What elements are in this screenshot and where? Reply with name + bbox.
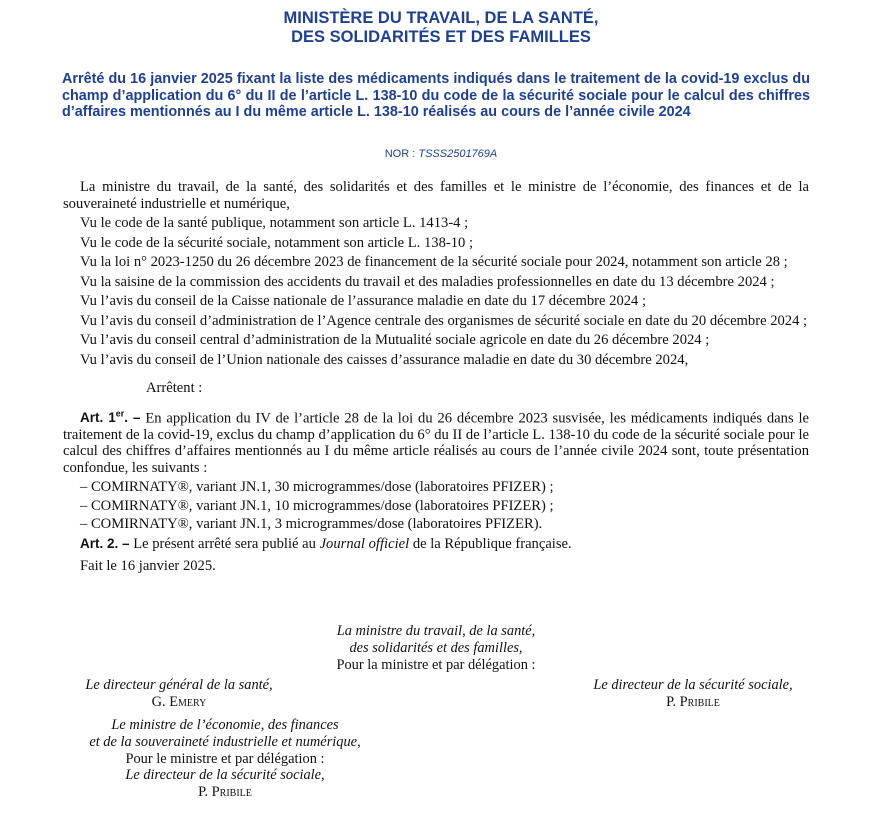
nor-code: TSSS2501769A bbox=[418, 148, 498, 160]
arretent-line: Arrêtent : bbox=[146, 380, 203, 396]
preamble-paragraph: Vu la loi n° 2023-1250 du 26 décembre 2023 de financement de la sécurité sociale pour 2024, notamment son article 28 ; bbox=[80, 254, 788, 270]
article-1-label: Art. 1er. – bbox=[80, 408, 141, 425]
article-2-label: Art. 2. – bbox=[80, 535, 130, 551]
list-item: – COMIRNATY®, variant JN.1, 3 microgrammes/dose (laboratoires PFIZER). bbox=[80, 516, 543, 532]
signatory-name: G. Emery bbox=[151, 693, 207, 710]
preamble-paragraph: Vu l’avis du conseil d’administration de l’Agence centrale des organismes de sécurité sociale en date du 20 décembre 2024 ; bbox=[80, 312, 808, 329]
signatory-name: P. Pribile bbox=[666, 693, 720, 710]
list-item: – COMIRNATY®, variant JN.1, 30 microgrammes/dose (laboratoires PFIZER) ; bbox=[80, 479, 554, 495]
arrete-title: Arrêté du 16 janvier 2025 fixant la liste des médicaments indiqués dans le traitement de la covid-19 exclus du champ d’application du 6° du II de l’article L. 138-10 du code de la sécurité sociale pour le calcul des chiffres d’affaires mentionnés au I du même article L. 138-10 réalisés au cours de l’année civile 2024 bbox=[62, 71, 810, 120]
preamble-paragraph: Vu le code de la santé publique, notamment son article L. 1413-4 ; bbox=[80, 215, 469, 231]
signature-ministre-sante: La ministre du travail, de la santé, des solidarités et des familles, Pour la ministre et par délégation : bbox=[336, 623, 536, 673]
preamble-paragraph: Vu la saisine de la commission des accidents du travail et des maladies professionnelles en date du 13 décembre 2024 ; bbox=[80, 273, 775, 290]
preamble-paragraph: Vu l’avis du conseil de l’Union nationale des caisses d’assurance maladie en date du 30 décembre 2024, bbox=[80, 351, 689, 368]
article-1-text: En application du IV de l’article 28 de la loi du 26 décembre 2023 susvisée, les médicaments indiqués dans le traitement de la covid-19, exclus du champ d’application du 6° du II de l’article L. 138-10 du code de la sécurité sociale pour le calcul des chiffres d’affaires mentionnés au I du même article réalisés au cours de l’année civile 2024 sont, toute présentation confondue, les suivants : bbox=[63, 410, 810, 476]
signature-ministre-economie: Le ministre de l’économie, des finances et de la souveraineté industrielle et numérique, Pour le ministre et par délégation : Le directeur de la sécurité sociale, P. Pribile bbox=[60, 717, 390, 801]
journal-officiel: Journal officiel bbox=[319, 535, 410, 552]
ministry-heading bbox=[0, 9, 882, 47]
preamble-paragraph: La ministre du travail, de la santé, des solidarités et des familles et le ministre de l’économie, des finances et de la souveraineté industrielle et numérique, bbox=[63, 179, 809, 212]
signatory-name: P. Pribile bbox=[198, 784, 252, 801]
nor-label: NOR : bbox=[384, 148, 416, 160]
nor-reference bbox=[0, 148, 882, 160]
signature-dss: Le directeur de la sécurité sociale, P. Pribile bbox=[560, 677, 826, 711]
done-date: Fait le 16 janvier 2025. bbox=[80, 558, 216, 574]
preamble-paragraph: Vu le code de la sécurité sociale, notamment son article L. 138-10 ; bbox=[80, 234, 474, 251]
ministry-line-2: DES SOLIDARITÉS ET DES FAMILLES bbox=[291, 28, 591, 46]
article-2: Art. 2. – Le présent arrêté sera publié au Journal officiel de la République française. bbox=[80, 535, 572, 552]
preamble-paragraph: Vu l’avis du conseil de la Caisse nationale de l’assurance maladie en date du 17 décembre 2024 ; bbox=[80, 293, 647, 309]
list-item: – COMIRNATY®, variant JN.1, 10 microgrammes/dose (laboratoires PFIZER) ; bbox=[80, 497, 554, 514]
document-body bbox=[63, 179, 809, 578]
article-1 bbox=[63, 406, 809, 477]
preamble-paragraph: Vu l’avis du conseil central d’administration de la Mutualité sociale agricole en date du 26 décembre 2024 ; bbox=[80, 332, 710, 348]
signature-dgs: Le directeur général de la santé, G. Emery bbox=[63, 677, 295, 711]
ministry-line-1: MINISTÈRE DU TRAVAIL, DE LA SANTÉ, bbox=[283, 9, 599, 27]
